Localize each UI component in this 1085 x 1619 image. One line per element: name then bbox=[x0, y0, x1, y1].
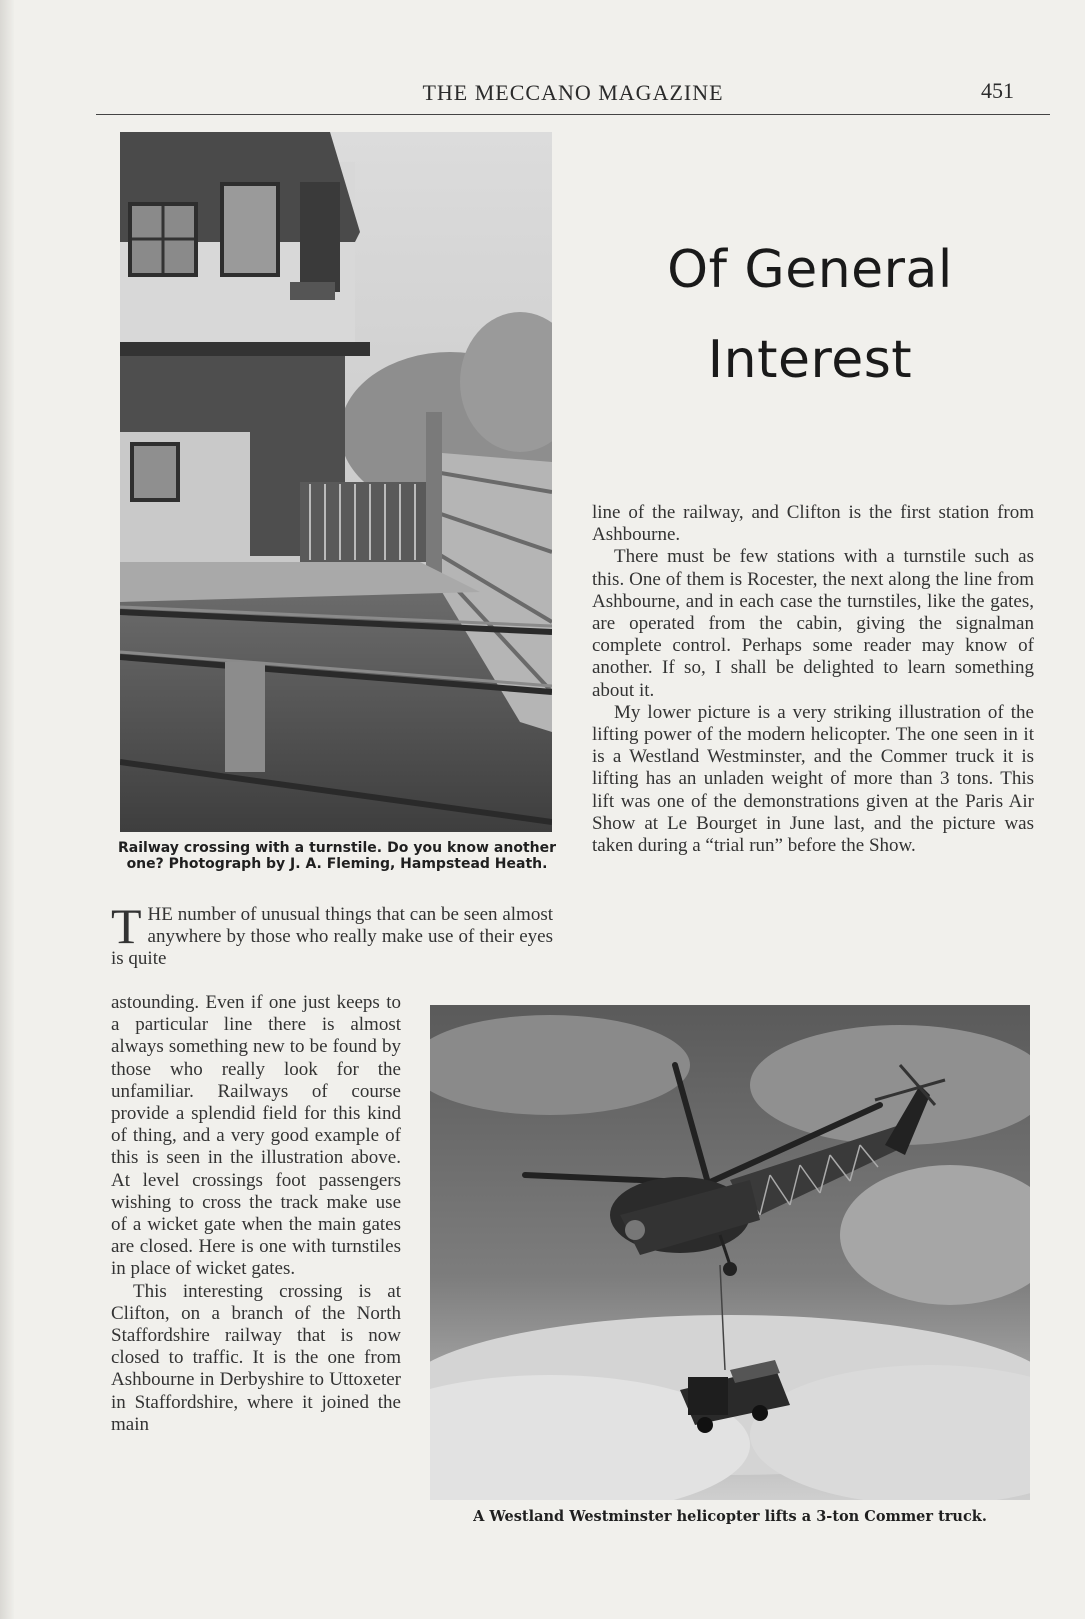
para4: My lower picture is a very striking illustration of the lifting power of the modern helicopter. The one seen in it is a Westland Westminster, and the Commer truck it is lifting has an unladen weight of more than 3 tons. This lift was one of the demonstrations given at the Paris Air Show at Le Bourget in June last, and the picture was taken during a “trial run” before the Show. bbox=[592, 701, 1034, 857]
para2: This interesting crossing is at Clifton, on a branch of the North Staffordshire railway that is now closed to traffic. It is the one from Ashbourne in Derbyshire to Uttoxeter in Staffordshire, where it joined the main bbox=[111, 1280, 401, 1435]
running-head bbox=[96, 78, 1050, 115]
magazine-title: THE MECCANO MAGAZINE bbox=[422, 80, 724, 105]
page-edge-shadow bbox=[0, 0, 14, 1619]
headline-line-2: Interest bbox=[707, 330, 913, 390]
helicopter-photo bbox=[430, 1005, 1030, 1500]
railway-crossing-illustration bbox=[120, 132, 552, 832]
photo-caption-helicopter: A Westland Westminster helicopter lifts a 3-ton Commer truck. bbox=[473, 1508, 987, 1525]
article-left-column bbox=[111, 992, 401, 1436]
headline-line-1: Of General bbox=[667, 240, 953, 300]
article-headline bbox=[590, 225, 1030, 405]
dropcap-letter: T bbox=[111, 898, 142, 954]
helicopter-illustration bbox=[430, 1005, 1030, 1500]
para2-continued: line of the railway, and Clifton is the first station from Ashbourne. bbox=[592, 502, 1034, 546]
para1-start: HE number of unusual things that can be seen almost anywhere by those who really make use of their eyes is quite bbox=[111, 904, 553, 970]
para1-continued: astounding. Even if one just keeps to a particular line there is almost always something new to be found by those who really look for the unfamiliar. Railways of course provide a splendid field for this kind of thing, and a very good example of this is seen in the illustration above. At level crossings foot passengers wishing to cross the track make use of a wicket gate when the main gates are closed. Here is one with turnstiles in place of wicket gates. bbox=[111, 992, 401, 1280]
para3: There must be few stations with a turnstile such as this. One of them is Rocester, the next along the line from Ashbourne, and in each case the turnstiles, like the gates, are operated from the cabin, giving the signalman complete control. Perhaps some reader may know of another. If so, I shall be delighted to learn something about it. bbox=[592, 546, 1034, 701]
photo-caption-crossing: Railway crossing with a turnstile. Do you know another one? Photograph by J. A. Fleming, Hampstead Heath. bbox=[118, 840, 556, 872]
railway-crossing-photo bbox=[120, 132, 552, 832]
article-opening bbox=[111, 898, 553, 971]
article-right-column bbox=[592, 502, 1034, 857]
page-number: 451 bbox=[981, 78, 1014, 103]
